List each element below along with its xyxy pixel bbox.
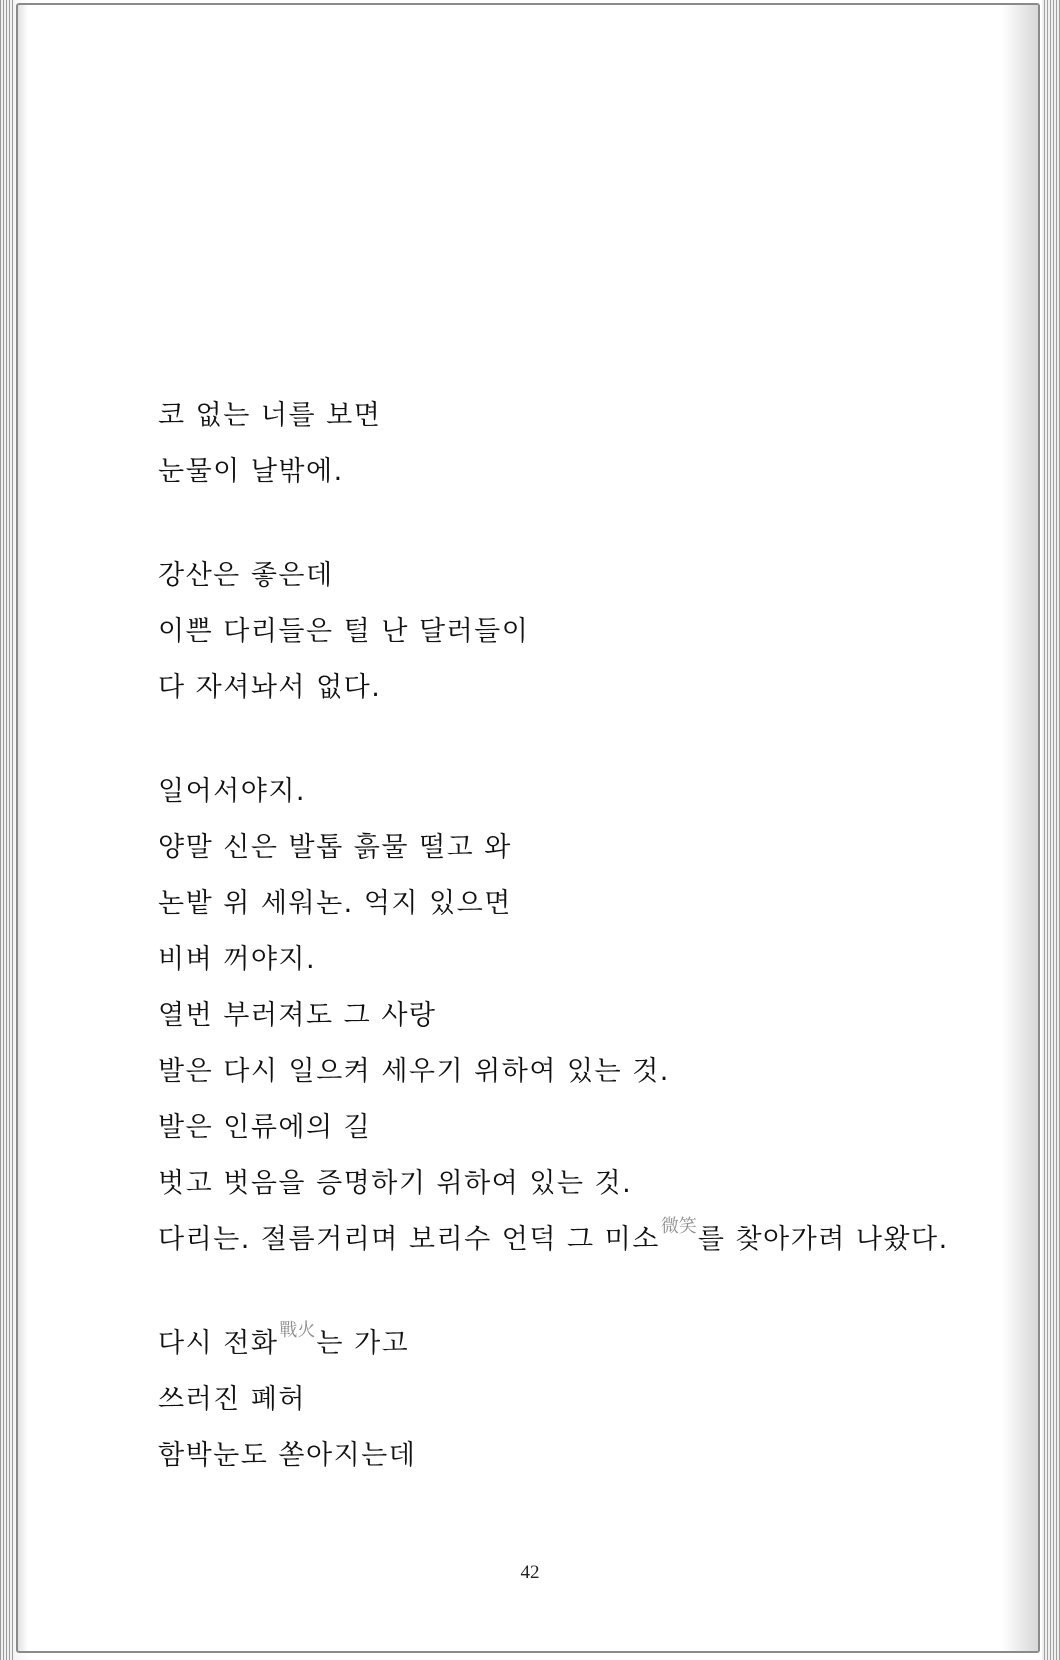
stanza-break (158, 1268, 918, 1316)
poem-line: 열번 부러져도 그 사랑 (158, 1000, 437, 1031)
hanja-annotation: 微笑 (660, 1216, 697, 1237)
page-gutter-shadow (18, 5, 28, 1651)
poem-line: 양말 신은 발톱 흙물 떨고 와 (158, 832, 512, 863)
hanja-annotation: 戰火 (279, 1320, 316, 1341)
poem-line: 강산은 좋은데 (158, 560, 334, 591)
line-text: 다시 전화 (158, 1328, 279, 1359)
poem-line: 쓰러진 폐허 (158, 1384, 306, 1415)
poem-line: 눈물이 날밖에. (158, 456, 344, 487)
poem-line: 벗고 벗음을 증명하기 위하여 있는 것. (158, 1168, 633, 1199)
left-page-edges (0, 0, 14, 1660)
poem-line: 논밭 위 세워논. 억지 있으면 (158, 888, 512, 919)
line-text-continued: 는 가고 (316, 1328, 410, 1359)
poem-body (158, 388, 949, 1484)
poem-line: 발은 인류에의 길 (158, 1112, 372, 1143)
poem-line-with-ruby (158, 1316, 918, 1372)
poem-line-with-ruby (158, 1212, 949, 1268)
right-page-edges (1042, 0, 1060, 1660)
line-text-continued: 를 찾아가려 나왔다. (697, 1224, 949, 1255)
page-edge-shadow (1002, 5, 1038, 1651)
poem-line: 일어서야지. (158, 776, 306, 807)
poem-line: 이쁜 다리들은 털 난 달러들이 (158, 616, 530, 647)
poem-line: 발은 다시 일으켜 세우기 위하여 있는 것. (158, 1056, 670, 1087)
page-number: 42 (520, 1562, 540, 1583)
poem-line: 코 없는 너를 보면 (158, 400, 382, 431)
stanza-break (158, 716, 918, 764)
poem-line: 다 자셔놔서 없다. (158, 672, 382, 703)
stanza-break (158, 500, 918, 548)
poem-line: 함박눈도 쏟아지는데 (158, 1440, 417, 1471)
poem-line: 비벼 꺼야지. (158, 944, 317, 975)
line-text: 다리는. 절름거리며 보리수 언덕 그 미소 (158, 1224, 660, 1255)
